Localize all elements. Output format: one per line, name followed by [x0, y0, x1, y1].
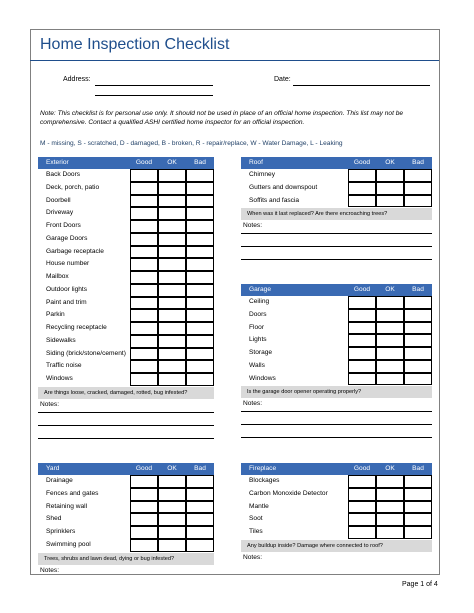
fireplace-ok-checkbox[interactable] — [376, 513, 404, 526]
garage-row — [241, 296, 432, 309]
exterior-ok-checkbox[interactable] — [158, 246, 186, 259]
garage-row — [241, 334, 432, 347]
fireplace-good-checkbox[interactable] — [348, 475, 376, 488]
date-label: Date: — [274, 76, 291, 83]
exterior-col-ok: OK — [167, 159, 177, 166]
exterior-ok-checkbox[interactable] — [158, 348, 186, 361]
exterior-ok-checkbox[interactable] — [158, 233, 186, 246]
fireplace-item-label: Blockages — [249, 477, 280, 484]
garage-bad-checkbox[interactable] — [404, 322, 432, 335]
yard-notes-label: Notes: — [40, 566, 60, 574]
yard-ok-checkbox[interactable] — [158, 526, 186, 539]
garage-ok-checkbox[interactable] — [376, 373, 404, 386]
garage-col-ok: OK — [385, 286, 395, 293]
yard-title: Yard — [46, 465, 60, 472]
exterior-ok-checkbox[interactable] — [158, 309, 186, 322]
exterior-good-checkbox[interactable] — [130, 182, 158, 195]
exterior-row — [38, 297, 214, 310]
condition-legend: M - missing, S - scratched, D - damaged, B - broken, R - repair/replace, W - Water Damage, L - Leaking — [40, 140, 343, 147]
exterior-good-checkbox[interactable] — [130, 258, 158, 271]
exterior-bad-checkbox[interactable] — [186, 373, 214, 386]
exterior-row — [38, 233, 214, 246]
exterior-ok-checkbox[interactable] — [158, 271, 186, 284]
yard-item-label: Shed — [46, 515, 62, 523]
garage-header — [241, 284, 432, 296]
yard-col-good: Good — [135, 465, 153, 472]
exterior-bad-checkbox[interactable] — [186, 182, 214, 195]
exterior-row — [38, 322, 214, 335]
garage-item-label: Ceiling — [249, 298, 270, 305]
yard-good-checkbox[interactable] — [130, 488, 158, 501]
exterior-good-checkbox[interactable] — [130, 335, 158, 348]
garage-bad-checkbox[interactable] — [404, 360, 432, 373]
exterior-item-label: Front Doors — [46, 222, 81, 229]
exterior-col-good: Good — [135, 159, 153, 166]
roof-good-checkbox[interactable] — [348, 195, 376, 208]
garage-notes-line[interactable] — [241, 437, 432, 438]
exterior-item-label: Outdoor lights — [46, 285, 88, 293]
title-divider — [30, 60, 439, 61]
exterior-row — [38, 169, 214, 182]
yard-bad-checkbox[interactable] — [186, 475, 214, 488]
yard-ok-checkbox[interactable] — [158, 513, 186, 526]
yard-header — [38, 463, 214, 475]
exterior-good-checkbox[interactable] — [130, 195, 158, 208]
fireplace-col-ok: OK — [385, 465, 395, 472]
exterior-notes-line[interactable] — [38, 425, 214, 426]
exterior-bad-checkbox[interactable] — [186, 207, 214, 220]
exterior-item-label: Recycling receptacle — [46, 324, 107, 331]
exterior-bad-checkbox[interactable] — [186, 195, 214, 208]
fireplace-bad-checkbox[interactable] — [404, 513, 432, 526]
garage-col-bad: Bad — [412, 286, 424, 293]
garage-title: Garage — [249, 286, 271, 293]
yard-bad-checkbox[interactable] — [186, 501, 214, 514]
exterior-header — [38, 157, 214, 169]
garage-bad-checkbox[interactable] — [404, 334, 432, 347]
fireplace-ok-checkbox[interactable] — [376, 501, 404, 514]
exterior-item-label: Parkin — [46, 311, 65, 319]
fireplace-row — [241, 488, 432, 501]
exterior-ok-checkbox[interactable] — [158, 258, 186, 271]
roof-row — [241, 169, 432, 182]
garage-ok-checkbox[interactable] — [376, 360, 404, 373]
fireplace-row — [241, 475, 432, 488]
fireplace-ok-checkbox[interactable] — [376, 526, 404, 539]
fireplace-bad-checkbox[interactable] — [404, 526, 432, 539]
roof-question — [241, 208, 432, 220]
exterior-ok-checkbox[interactable] — [158, 220, 186, 233]
yard-ok-checkbox[interactable] — [158, 488, 186, 501]
fireplace-good-checkbox[interactable] — [348, 513, 376, 526]
exterior-row — [38, 195, 214, 208]
fireplace-question — [241, 540, 432, 552]
address-field-line-1[interactable] — [95, 85, 213, 86]
exterior-good-checkbox[interactable] — [130, 169, 158, 182]
fireplace-item-label: Carbon Monoxide Detector — [249, 489, 328, 497]
garage-ok-checkbox[interactable] — [376, 347, 404, 360]
exterior-notes-line[interactable] — [38, 438, 214, 439]
page-number: Page 1 of 4 — [402, 581, 438, 588]
fireplace-ok-checkbox[interactable] — [376, 488, 404, 501]
garage-row — [241, 360, 432, 373]
fireplace-row — [241, 526, 432, 539]
exterior-good-checkbox[interactable] — [130, 207, 158, 220]
exterior-bad-checkbox[interactable] — [186, 335, 214, 348]
fireplace-col-bad: Bad — [412, 465, 424, 472]
exterior-good-checkbox[interactable] — [130, 284, 158, 297]
garage-item-label: Lights — [249, 336, 267, 344]
exterior-bad-checkbox[interactable] — [186, 360, 214, 373]
exterior-bad-checkbox[interactable] — [186, 271, 214, 284]
exterior-good-checkbox[interactable] — [130, 233, 158, 246]
exterior-bad-checkbox[interactable] — [186, 258, 214, 271]
exterior-bad-checkbox[interactable] — [186, 297, 214, 310]
exterior-bad-checkbox[interactable] — [186, 246, 214, 259]
exterior-item-label: House number — [46, 260, 90, 268]
garage-item-label: Storage — [249, 349, 273, 356]
yard-good-checkbox[interactable] — [130, 513, 158, 526]
yard-good-checkbox[interactable] — [130, 501, 158, 514]
yard-bad-checkbox[interactable] — [186, 513, 214, 526]
yard-bad-checkbox[interactable] — [186, 539, 214, 552]
roof-ok-checkbox[interactable] — [376, 169, 404, 182]
fireplace-bad-checkbox[interactable] — [404, 488, 432, 501]
garage-ok-checkbox[interactable] — [376, 309, 404, 322]
garage-question — [241, 386, 432, 398]
exterior-item-label: Sidewalks — [46, 336, 76, 344]
exterior-bad-checkbox[interactable] — [186, 348, 214, 361]
garage-good-checkbox[interactable] — [348, 360, 376, 373]
roof-item-label: Chimney — [249, 171, 276, 178]
exterior-row — [38, 246, 214, 259]
yard-question — [38, 553, 214, 565]
garage-good-checkbox[interactable] — [348, 322, 376, 335]
exterior-row — [38, 284, 214, 297]
exterior-ok-checkbox[interactable] — [158, 360, 186, 373]
date-field-line[interactable] — [293, 85, 430, 86]
exterior-row — [38, 182, 214, 195]
exterior-ok-checkbox[interactable] — [158, 297, 186, 310]
garage-good-checkbox[interactable] — [348, 334, 376, 347]
exterior-bad-checkbox[interactable] — [186, 220, 214, 233]
disclaimer-note: Note: This checklist is for personal use only. It should not be used in place of an official home inspection. This list may not be comprehensive. Contact a qualified ASHI certified home inspector for an official inspection. — [40, 110, 404, 126]
exterior-ok-checkbox[interactable] — [158, 284, 186, 297]
fireplace-title: Fireplace — [249, 465, 277, 472]
fireplace-question-text: Any buildup inside? Damage where connected to roof? — [247, 542, 383, 549]
garage-bad-checkbox[interactable] — [404, 373, 432, 386]
exterior-item-label: Garage Doors — [46, 234, 88, 242]
exterior-item-label: Paint and trim — [46, 298, 87, 306]
roof-col-bad: Bad — [412, 159, 424, 166]
roof-question-text: When was it last replaced? Are there encroaching trees? — [247, 211, 388, 218]
exterior-row — [38, 271, 214, 284]
exterior-item-label: Back Doors — [46, 171, 81, 178]
exterior-question — [38, 387, 214, 399]
exterior-row — [38, 360, 214, 373]
garage-notes-line[interactable] — [241, 411, 432, 412]
roof-notes-line[interactable] — [241, 246, 432, 247]
exterior-good-checkbox[interactable] — [130, 360, 158, 373]
exterior-row — [38, 220, 214, 233]
exterior-ok-checkbox[interactable] — [158, 182, 186, 195]
fireplace-item-label: Soot — [249, 515, 263, 523]
roof-item-label: Soffits and fascia — [249, 196, 300, 204]
exterior-question-text: Are things loose, cracked, damaged, rotted, bug infested? — [44, 389, 188, 396]
exterior-bad-checkbox[interactable] — [186, 309, 214, 322]
fireplace-item-label: Tiles — [249, 528, 263, 535]
yard-item-label: Swimming pool — [46, 540, 91, 548]
yard-ok-checkbox[interactable] — [158, 475, 186, 488]
exterior-bad-checkbox[interactable] — [186, 322, 214, 335]
yard-col-ok: OK — [167, 465, 177, 472]
yard-row — [38, 488, 214, 501]
roof-good-checkbox[interactable] — [348, 182, 376, 195]
roof-title: Roof — [249, 159, 263, 166]
yard-good-checkbox[interactable] — [130, 526, 158, 539]
roof-good-checkbox[interactable] — [348, 169, 376, 182]
garage-good-checkbox[interactable] — [348, 296, 376, 309]
fireplace-ok-checkbox[interactable] — [376, 475, 404, 488]
yard-row — [38, 513, 214, 526]
exterior-good-checkbox[interactable] — [130, 297, 158, 310]
exterior-bad-checkbox[interactable] — [186, 233, 214, 246]
roof-bad-checkbox[interactable] — [404, 169, 432, 182]
yard-row — [38, 501, 214, 514]
exterior-ok-checkbox[interactable] — [158, 195, 186, 208]
exterior-good-checkbox[interactable] — [130, 220, 158, 233]
exterior-col-bad: Bad — [194, 159, 206, 166]
roof-col-ok: OK — [385, 159, 395, 166]
exterior-good-checkbox[interactable] — [130, 309, 158, 322]
garage-notes-line[interactable] — [241, 424, 432, 425]
exterior-bad-checkbox[interactable] — [186, 284, 214, 297]
yard-ok-checkbox[interactable] — [158, 501, 186, 514]
fireplace-row — [241, 513, 432, 526]
fireplace-item-label: Mantle — [249, 502, 269, 510]
yard-item-label: Retaining wall — [46, 502, 88, 510]
garage-ok-checkbox[interactable] — [376, 322, 404, 335]
yard-ok-checkbox[interactable] — [158, 539, 186, 552]
exterior-item-label: Siding (brick/stone/cement) — [46, 349, 126, 357]
garage-row — [241, 309, 432, 322]
garage-row — [241, 322, 432, 335]
exterior-row — [38, 258, 214, 271]
exterior-good-checkbox[interactable] — [130, 246, 158, 259]
exterior-item-label: Deck, porch, patio — [46, 183, 100, 191]
yard-item-label: Sprinklers — [46, 528, 76, 535]
garage-question-text: Is the garage door opener operating properly? — [247, 389, 362, 396]
yard-row — [38, 526, 214, 539]
exterior-item-label: Garbage receptacle — [46, 247, 104, 255]
exterior-item-label: Doorbell — [46, 196, 71, 204]
fireplace-bad-checkbox[interactable] — [404, 501, 432, 514]
exterior-notes-line[interactable] — [38, 412, 214, 413]
exterior-item-label: Windows — [46, 375, 73, 382]
yard-bad-checkbox[interactable] — [186, 526, 214, 539]
exterior-good-checkbox[interactable] — [130, 322, 158, 335]
garage-notes-label: Notes: — [243, 400, 263, 408]
exterior-ok-checkbox[interactable] — [158, 207, 186, 220]
yard-row — [38, 475, 214, 488]
garage-row — [241, 373, 432, 386]
garage-bad-checkbox[interactable] — [404, 347, 432, 360]
yard-question-text: Trees, shrubs and lawn dead, dying or bug infested? — [44, 555, 175, 562]
exterior-ok-checkbox[interactable] — [158, 373, 186, 386]
garage-good-checkbox[interactable] — [348, 309, 376, 322]
roof-notes-label: Notes: — [243, 222, 263, 230]
roof-ok-checkbox[interactable] — [376, 195, 404, 208]
garage-item-label: Doors — [249, 310, 267, 318]
yard-row — [38, 539, 214, 552]
roof-item-label: Gutters and downspout — [249, 183, 318, 191]
exterior-item-label: Mailbox — [46, 273, 69, 280]
exterior-row — [38, 335, 214, 348]
roof-notes-line[interactable] — [241, 233, 432, 234]
garage-ok-checkbox[interactable] — [376, 296, 404, 309]
fireplace-notes-label: Notes: — [243, 553, 263, 561]
yard-col-bad: Bad — [194, 465, 206, 472]
yard-good-checkbox[interactable] — [130, 475, 158, 488]
exterior-ok-checkbox[interactable] — [158, 335, 186, 348]
garage-bad-checkbox[interactable] — [404, 296, 432, 309]
exterior-row — [38, 373, 214, 386]
roof-bad-checkbox[interactable] — [404, 182, 432, 195]
exterior-good-checkbox[interactable] — [130, 348, 158, 361]
roof-row — [241, 195, 432, 208]
roof-row — [241, 182, 432, 195]
fireplace-good-checkbox[interactable] — [348, 526, 376, 539]
garage-row — [241, 347, 432, 360]
address-field-line-2[interactable] — [95, 95, 213, 96]
fireplace-col-good: Good — [353, 465, 371, 472]
page-title: Home Inspection Checklist — [40, 36, 230, 53]
exterior-good-checkbox[interactable] — [130, 373, 158, 386]
exterior-ok-checkbox[interactable] — [158, 322, 186, 335]
yard-bad-checkbox[interactable] — [186, 488, 214, 501]
roof-bad-checkbox[interactable] — [404, 195, 432, 208]
exterior-item-label: Driveway — [46, 209, 74, 217]
exterior-row — [38, 348, 214, 361]
exterior-row — [38, 309, 214, 322]
garage-ok-checkbox[interactable] — [376, 334, 404, 347]
fireplace-good-checkbox[interactable] — [348, 501, 376, 514]
garage-item-label: Windows — [249, 374, 276, 382]
roof-header — [241, 157, 432, 169]
roof-ok-checkbox[interactable] — [376, 182, 404, 195]
garage-bad-checkbox[interactable] — [404, 309, 432, 322]
garage-col-good: Good — [353, 286, 371, 293]
exterior-ok-checkbox[interactable] — [158, 169, 186, 182]
exterior-bad-checkbox[interactable] — [186, 169, 214, 182]
roof-notes-line[interactable] — [241, 259, 432, 260]
exterior-item-label: Traffic noise — [46, 362, 82, 370]
garage-good-checkbox[interactable] — [348, 347, 376, 360]
exterior-title: Exterior — [46, 159, 69, 166]
fireplace-bad-checkbox[interactable] — [404, 475, 432, 488]
garage-good-checkbox[interactable] — [348, 373, 376, 386]
address-label: Address: — [63, 76, 91, 83]
fireplace-header — [241, 463, 432, 475]
exterior-good-checkbox[interactable] — [130, 271, 158, 284]
exterior-notes-label: Notes: — [40, 400, 60, 408]
yard-good-checkbox[interactable] — [130, 539, 158, 552]
exterior-row — [38, 207, 214, 220]
yard-item-label: Drainage — [46, 477, 73, 484]
garage-item-label: Floor — [249, 323, 265, 331]
roof-col-good: Good — [353, 159, 371, 166]
fireplace-good-checkbox[interactable] — [348, 488, 376, 501]
fireplace-row — [241, 501, 432, 514]
yard-item-label: Fences and gates — [46, 489, 99, 497]
garage-item-label: Walls — [249, 361, 265, 369]
